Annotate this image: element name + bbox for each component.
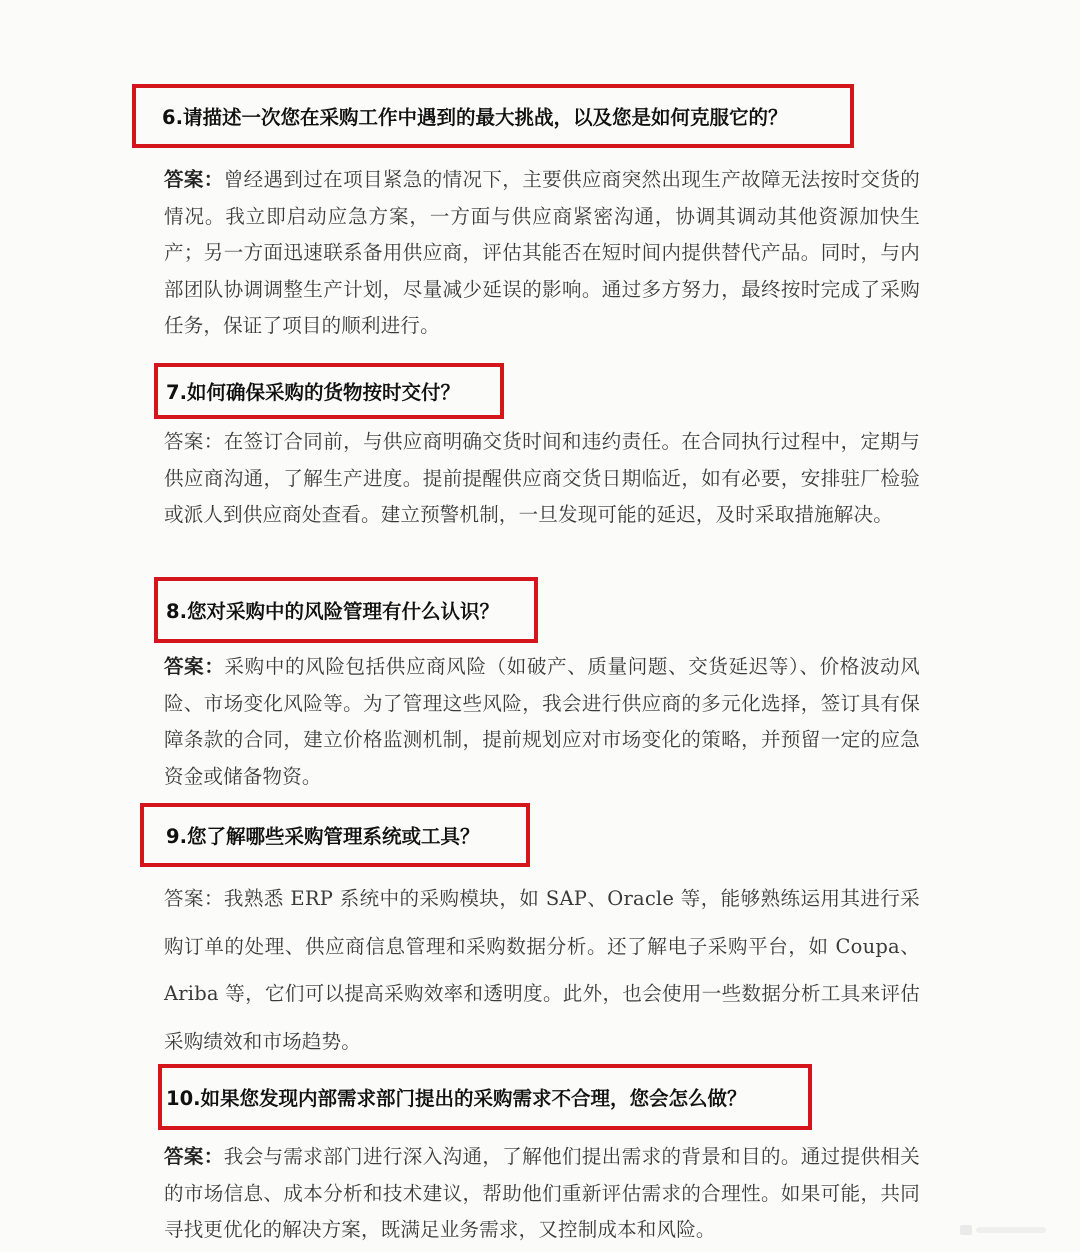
answer-7-label: 答案：	[164, 430, 224, 453]
answer-9-text: 我熟悉 ERP 系统中的采购模块，如 SAP、Oracle 等，能够熟练运用其进行采购订单的处理、供应商信息管理和采购数据分析。还了解电子采购平台，如 Coupa、Ariba 等，它们可以提高采购效率和透明度。此外，也会使用一些数据分析工具来评估采购绩效和市场趋势。	[164, 887, 920, 1053]
answer-10	[164, 1139, 920, 1249]
question-10-box	[158, 1064, 812, 1130]
watermark-graphic	[960, 1222, 1050, 1238]
answer-8	[164, 649, 920, 795]
answer-10-text: 我会与需求部门进行深入沟通，了解他们提出需求的背景和目的。通过提供相关的市场信息、成本分析和技术建议，帮助他们重新评估需求的合理性。如果可能，共同寻找更优化的解决方案，既满足业务需求，又控制成本和风险。	[164, 1145, 920, 1242]
answer-8-label: 答案：	[164, 655, 225, 678]
answer-9-label: 答案：	[164, 887, 224, 910]
answer-10-label: 答案：	[164, 1145, 224, 1168]
answer-7	[164, 424, 920, 534]
answer-9	[164, 875, 920, 1065]
question-8-box	[154, 577, 538, 643]
answer-6-label: 答案：	[164, 168, 224, 191]
answer-6	[164, 162, 920, 345]
answer-6-text: 曾经遇到过在项目紧急的情况下，主要供应商突然出现生产故障无法按时交货的情况。我立即启动应急方案，一方面与供应商紧密沟通，协调其调动其他资源加快生产；另一方面迅速联系备用供应商，评估其能否在短时间内提供替代产品。同时，与内部团队协调调整生产计划，尽量减少延误的影响。通过多方努力，最终按时完成了采购任务，保证了项目的顺利进行。	[164, 168, 920, 338]
question-9-title: 9.您了解哪些采购管理系统或工具？	[166, 825, 480, 848]
question-6-box	[132, 84, 854, 148]
question-10-title: 10.如果您发现内部需求部门提出的采购需求不合理，您会怎么做？	[166, 1087, 747, 1110]
question-7-box	[154, 363, 504, 419]
question-8-title: 8.您对采购中的风险管理有什么认识？	[166, 600, 499, 623]
question-7-title: 7.如何确保采购的货物按时交付？	[166, 381, 460, 404]
answer-8-text: 采购中的风险包括供应商风险（如破产、质量问题、交货延迟等）、价格波动风险、市场变化风险等。为了管理这些风险，我会进行供应商的多元化选择，签订具有保障条款的合同，建立价格监测机制，提前规划应对市场变化的策略，并预留一定的应急资金或储备物资。	[164, 655, 920, 788]
question-9-box	[140, 803, 530, 867]
question-6-title: 6.请描述一次您在采购工作中遇到的最大挑战，以及您是如何克服它的？	[162, 106, 788, 129]
answer-7-text: 在签订合同前，与供应商明确交货时间和违约责任。在合同执行过程中，定期与供应商沟通，了解生产进度。提前提醒供应商交货日期临近，如有必要，安排驻厂检验或派人到供应商处查看。建立预警机制，一旦发现可能的延迟，及时采取措施解决。	[164, 430, 920, 527]
